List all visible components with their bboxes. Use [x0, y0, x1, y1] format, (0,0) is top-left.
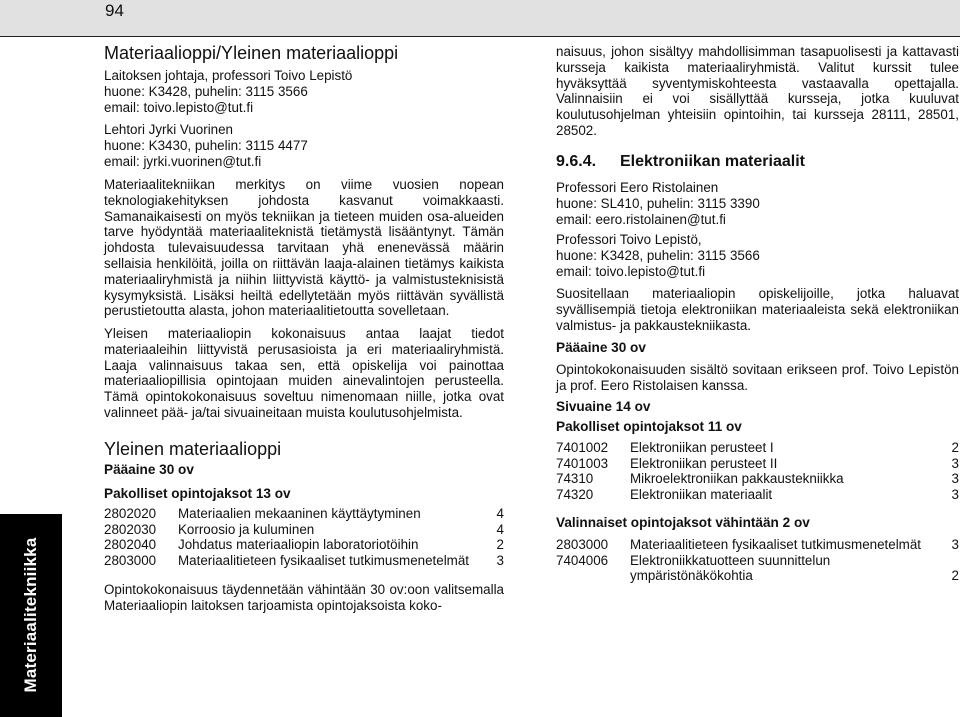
course-credits: 2 — [951, 568, 959, 584]
left-paragraph-3: Opintokokonaisuus täydennetään vähintään 30 ov:oon valitsemalla Materiaaliopin laitoksen tarjoamista opintojaksoista koko- — [104, 582, 504, 613]
table-row — [556, 456, 959, 472]
section-title: Yleinen materiaalioppi — [104, 439, 282, 459]
major-heading: Pääaine 30 ov — [104, 462, 194, 477]
course-credits: 3 — [496, 552, 504, 568]
table-row — [104, 522, 504, 538]
course-name: Korroosio ja kuluminen — [178, 521, 315, 537]
course-name: Materiaalien mekaaninen käyttäytyminen — [178, 506, 421, 521]
prof1-contact — [556, 180, 959, 227]
course-name: Johdatus materiaaliopin laboratoriotöihin — [178, 537, 419, 553]
course-name: Elektroniikan materiaalit — [630, 486, 773, 502]
course-credits: 2 — [951, 440, 959, 455]
major-heading: Pääaine 30 ov — [556, 340, 646, 355]
table-row — [556, 553, 959, 584]
contact-line: email: toivo.lepisto@tut.fi — [104, 99, 254, 115]
contact-line: email: toivo.lepisto@tut.fi — [556, 263, 706, 279]
course-name: Elektroniikan perusteet I — [630, 440, 774, 455]
course-name: Mikroelektroniikan pakkaustekniikka — [630, 471, 844, 487]
course-credits: 3 — [951, 471, 959, 487]
prof2-contact — [556, 232, 959, 279]
course-credits: 4 — [496, 521, 504, 537]
course-credits: 4 — [496, 506, 504, 521]
course-name: Elektroniikan perusteet II — [630, 455, 778, 471]
contact-line: Professori Toivo Lepistö, — [556, 232, 702, 247]
left-paragraph-2: Yleisen materiaaliopin kokonaisuus antaa laajat tiedot materiaaleihin liittyvistä perusasioista ja eri materiaaliryhmistä. Laaja valinnaisuus takaa sen, että opiskelija voi painottaa materiaaliopillisia opintojaan muiden ainevalintojen perusteella. Tämä opintokokonaisuus soveltuu nimenomaan niille, jotka ovat valinneet pää- ja/tai sivuaineitaan muista koulutusohjelmista. — [104, 326, 504, 420]
page-number: 94 — [105, 1, 124, 20]
section-number: 9.6.4. — [556, 153, 597, 170]
contact-line: email: eero.ristolainen@tut.fi — [556, 211, 726, 227]
right-paragraph-1: Suositellaan materiaaliopin opiskelijoille, jotka haluavat syvällisempiä tietoja elektroniikan materiaaleista sekä elektroniikan valmistus- ja pakkaustekniikasta. — [556, 286, 959, 333]
left-paragraph-1: Materiaalitekniikan merkitys on viime vuosien nopean teknologiakehityksen johdosta kasvanut voimakkaasti. Samanaikaisesti on myös tekniikan ja tieteen muiden osa-alueiden tarve hyödyntää materiaaliteknistä tietämystä lisääntynyt. Tämän johdosta tulevaisuudessa tarvitaan yhä enenevässä määrin sellaisia henkilöitä, joilla on riittävän laaja-alainen tietämys kaikista materiaaliryhmistä ja niihin liittyvistä käyttö- ja valmistusteknisistä kysymyksistä. Lisäksi heiltä edellytetään myös riittävän syvällistä perustietoutta alasta, johon materiaalitietoutta sovelletaan. — [104, 177, 504, 319]
table-row — [556, 440, 959, 456]
table-row — [556, 487, 959, 503]
elective-heading: Valinnaiset opintojaksot vähintään 2 ov — [556, 515, 810, 530]
table-row — [104, 506, 504, 522]
contact-line: huone: K3428, puhelin: 3115 3566 — [556, 247, 760, 263]
table-row — [556, 537, 959, 553]
head-contact — [104, 68, 504, 115]
lecturer-contact — [104, 122, 504, 169]
course-name: Elektroniikkatuotteen suunnittelun ympäristönäkökohtia — [630, 552, 831, 584]
section-title: Elektroniikan materiaalit — [620, 153, 805, 170]
contact-line: Lehtori Jyrki Vuorinen — [104, 122, 234, 137]
course-name: Materiaalitieteen fysikaaliset tutkimusmenetelmät — [630, 537, 921, 552]
table-row — [104, 553, 504, 569]
course-code: 2802040 — [104, 537, 157, 553]
course-credits: 3 — [951, 537, 959, 552]
course-code: 7401003 — [556, 455, 609, 471]
left-title: Materiaalioppi/Yleinen materiaalioppi — [104, 43, 399, 63]
right-elective-table — [556, 537, 959, 584]
required-heading: Pakolliset opintojaksot 11 ov — [556, 419, 742, 434]
course-code: 7401002 — [556, 440, 609, 455]
table-row — [556, 471, 959, 487]
contact-line: Professori Eero Ristolainen — [556, 180, 719, 195]
left-course-table — [104, 506, 504, 568]
section-heading — [556, 152, 959, 172]
right-paragraph-continued: naisuus, johon sisältyy mahdollisimman tasapuolisesti ja kattavasti kursseja kaikista materiaaliryhmistä. Valitut kurssit tulee hyväksyttää syventymiskohteesta vastaavalla opettajalla. Valinnaisiin ei voi sisällyttää kursseja, jotka kuuluvat koulutusohjelman yhteisiin opintoihin, tai kursseja 28111, 28501, 28502. — [556, 44, 959, 138]
course-credits: 3 — [951, 486, 959, 502]
left-section-title-block — [104, 438, 504, 460]
course-name: Materiaalitieteen fysikaaliset tutkimusmenetelmät — [178, 552, 469, 568]
right-course-table — [556, 440, 959, 502]
major-text: Opintokokonaisuuden sisältö sovitaan erikseen prof. Toivo Lepistön ja prof. Eero Ristolaisen kanssa. — [556, 362, 959, 393]
minor-heading: Sivuaine 14 ov — [556, 399, 651, 414]
left-title-block — [104, 42, 504, 64]
course-credits: 2 — [496, 537, 504, 553]
course-code: 74310 — [556, 471, 594, 487]
contact-line: email: jyrki.vuorinen@tut.fi — [104, 153, 262, 169]
contact-line: huone: K3428, puhelin: 3115 3566 — [104, 83, 308, 99]
course-code: 2802030 — [104, 521, 157, 537]
course-code: 2803000 — [556, 537, 609, 552]
course-code: 2803000 — [104, 552, 157, 568]
contact-line: huone: SL410, puhelin: 3115 3390 — [556, 195, 760, 211]
table-row — [104, 537, 504, 553]
course-code: 7404006 — [556, 552, 609, 568]
contact-line: huone: K3430, puhelin: 3115 4477 — [104, 137, 308, 153]
course-credits: 3 — [951, 455, 959, 471]
side-tab-label: Materiaalitekniikka — [21, 537, 40, 693]
page-header-band — [0, 0, 960, 37]
course-code: 2802020 — [104, 506, 157, 521]
required-heading: Pakolliset opintojaksot 13 ov — [104, 486, 291, 501]
side-tab — [0, 514, 62, 717]
right-section-heading — [556, 152, 959, 172]
course-code: 74320 — [556, 486, 594, 502]
contact-line: Laitoksen johtaja, professori Toivo Lepistö — [104, 68, 353, 83]
